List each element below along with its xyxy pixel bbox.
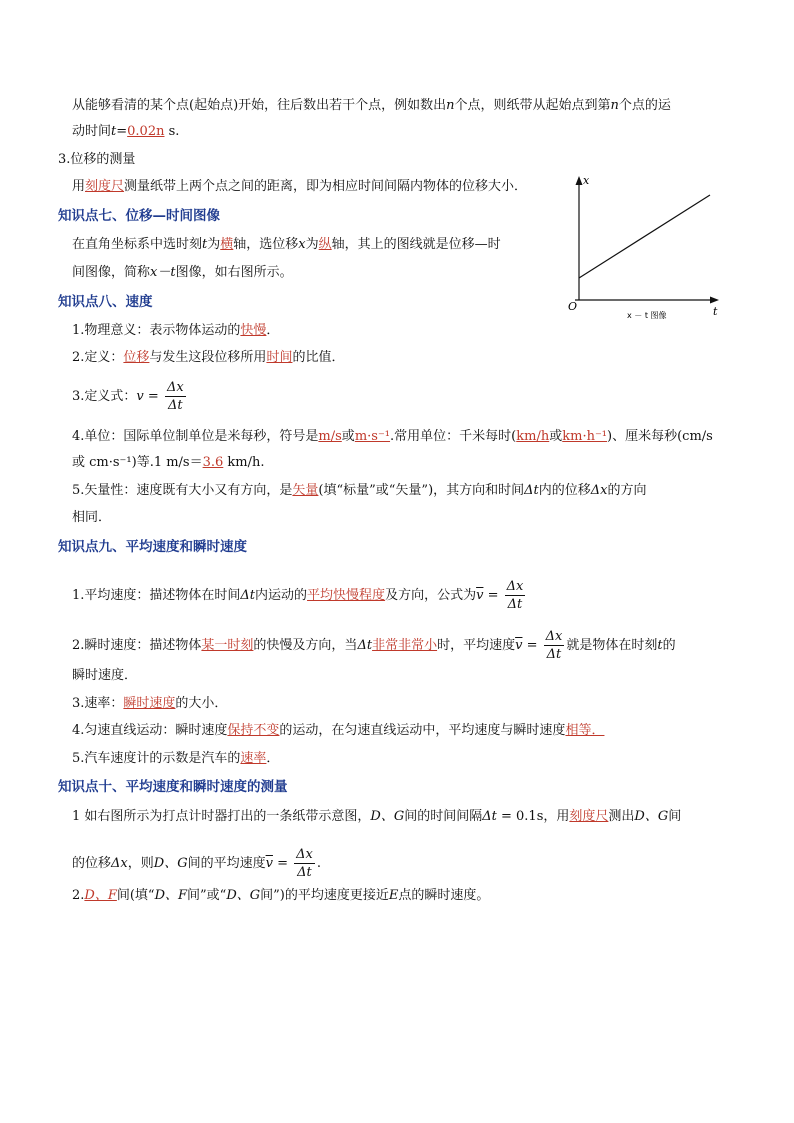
paragraph-line: 从能够看清的某个点(起始点)开始，往后数出若干个点，例如数出n个点，则纸带从起始点到第n个点的运 bbox=[72, 98, 671, 113]
list-item: 1.平均速度：描述物体在时间Δt内运动的平均快慢程度及方向，公式为$\overline{v}$ = $\frac{\Delta x}{\Delta t}$ bbox=[72, 579, 524, 612]
list-item: 3.定义式：v = $\frac{\Delta x}{\Delta t}$ bbox=[72, 380, 184, 413]
answer-blank: m·s⁻¹ bbox=[354, 429, 391, 444]
answer-blank: 纵 bbox=[318, 237, 332, 252]
list-item: 4.匀速直线运动：瞬时速度保持不变的运动，在匀速直线运动中，平均速度与瞬时速度相等． bbox=[72, 723, 605, 738]
paragraph-line: 在直角坐标系中选时刻t为横轴，选位移x为纵轴，其上的图线就是位移—时 bbox=[72, 237, 501, 252]
answer-blank: 保持不变 bbox=[227, 723, 280, 738]
answer-blank: 瞬时速度 bbox=[123, 696, 176, 711]
fraction: $\frac{\Delta x}{\Delta t}$ bbox=[506, 579, 524, 612]
section-title: 3.位移的测量 bbox=[58, 152, 136, 167]
answer-blank: m/s bbox=[318, 429, 342, 444]
list-item-cont: 瞬时速度． bbox=[72, 668, 138, 683]
x-axis-label: t bbox=[713, 305, 718, 318]
answer-blank: 非常非常小 bbox=[372, 638, 438, 653]
answer-blank: km/h bbox=[516, 429, 550, 444]
answer-blank: 时间 bbox=[266, 350, 293, 365]
paragraph-line: 用刻度尺测量纸带上两个点之间的距离，即为相应时间间隔内物体的位移大小． bbox=[72, 179, 528, 194]
fraction: $\frac{\Delta x}{\Delta t}$ bbox=[545, 629, 563, 662]
answer-blank: D、F bbox=[84, 888, 117, 903]
list-item-cont: 相同． bbox=[72, 510, 112, 525]
answer-blank: 位移 bbox=[123, 350, 150, 365]
list-item: 2.D、F间(填“D、F间”或“D、G间”)的平均速度更接近E点的瞬时速度。 bbox=[72, 888, 490, 903]
answer-blank: 相等． bbox=[565, 723, 605, 738]
list-item: 3.速率：瞬时速度的大小． bbox=[72, 696, 228, 711]
origin-label: O bbox=[568, 300, 578, 313]
list-item: 2.定义：位移与发生这段位移所用时间的比值． bbox=[72, 350, 345, 365]
heading-k7: 知识点七、位移—时间图像 bbox=[58, 208, 220, 224]
answer-blank: 0.02n bbox=[127, 124, 165, 139]
y-axis-label: x bbox=[583, 174, 590, 187]
fraction: $\frac{\Delta x}{\Delta t}$ bbox=[296, 847, 313, 880]
heading-k8: 知识点八、速度 bbox=[58, 294, 153, 310]
answer-blank: 3.6 bbox=[202, 455, 224, 470]
answer-blank: 刻度尺 bbox=[569, 809, 609, 824]
y-axis-arrow bbox=[576, 176, 583, 185]
x-axis-arrow bbox=[710, 297, 719, 304]
list-item: 1.物理意义：表示物体运动的快慢． bbox=[72, 323, 280, 338]
xt-graph bbox=[563, 172, 733, 324]
list-item: 5.矢量性：速度既有大小又有方向，是矢量(填“标量”或“矢量”)，其方向和时间Δt内的位移Δx的方向 bbox=[72, 483, 647, 498]
paragraph-line: 动时间t=0.02n s. bbox=[72, 124, 180, 139]
answer-blank: km·h⁻¹ bbox=[562, 429, 608, 444]
answer-blank: 矢量 bbox=[292, 483, 319, 498]
answer-blank: 速率 bbox=[240, 751, 267, 766]
heading-k10: 知识点十、平均速度和瞬时速度的测量 bbox=[58, 779, 288, 795]
answer-blank: 快慢 bbox=[240, 323, 267, 338]
heading-k9: 知识点九、平均速度和瞬时速度 bbox=[58, 539, 247, 555]
list-item-cont: 或 cm·s⁻¹)等.1 m/s＝3.6 km/h. bbox=[72, 455, 265, 470]
answer-blank: 刻度尺 bbox=[85, 179, 125, 194]
list-item-cont: 的位移Δx，则D、G间的平均速度$\overline{v}$ = $\frac{\Delta x}{\Delta t}$ . bbox=[72, 847, 321, 880]
answer-blank: 某一时刻 bbox=[201, 638, 254, 653]
list-item: 2.瞬时速度：描述物体某一时刻的快慢及方向，当Δt非常非常小时，平均速度$\overline{v}$ = $\frac{\Delta x}{\Delta t}$ 就是物体在时刻t的 bbox=[72, 629, 676, 662]
answer-blank: 平均快慢程度 bbox=[307, 588, 386, 603]
paragraph-line: 间图像，简称x－t图像，如右图所示。 bbox=[72, 265, 293, 280]
list-item: 5.汽车速度计的示数是汽车的速率． bbox=[72, 751, 280, 766]
answer-blank: 横 bbox=[220, 237, 234, 252]
list-item: 1 如右图所示为打点计时器打出的一条纸带示意图，D、G间的时间间隔Δt = 0.1s，用刻度尺测出D、G间 bbox=[72, 809, 682, 824]
graph-line bbox=[579, 195, 710, 278]
graph-caption: x － t 图像 bbox=[627, 311, 667, 320]
fraction: $\frac{\Delta x}{\Delta t}$ bbox=[166, 380, 184, 413]
list-item: 4.单位：国际单位制单位是米每秒，符号是m/s或m·s⁻¹.常用单位：千米每时(km/h或km·h⁻¹)、厘米每秒(cm/s bbox=[72, 429, 713, 444]
